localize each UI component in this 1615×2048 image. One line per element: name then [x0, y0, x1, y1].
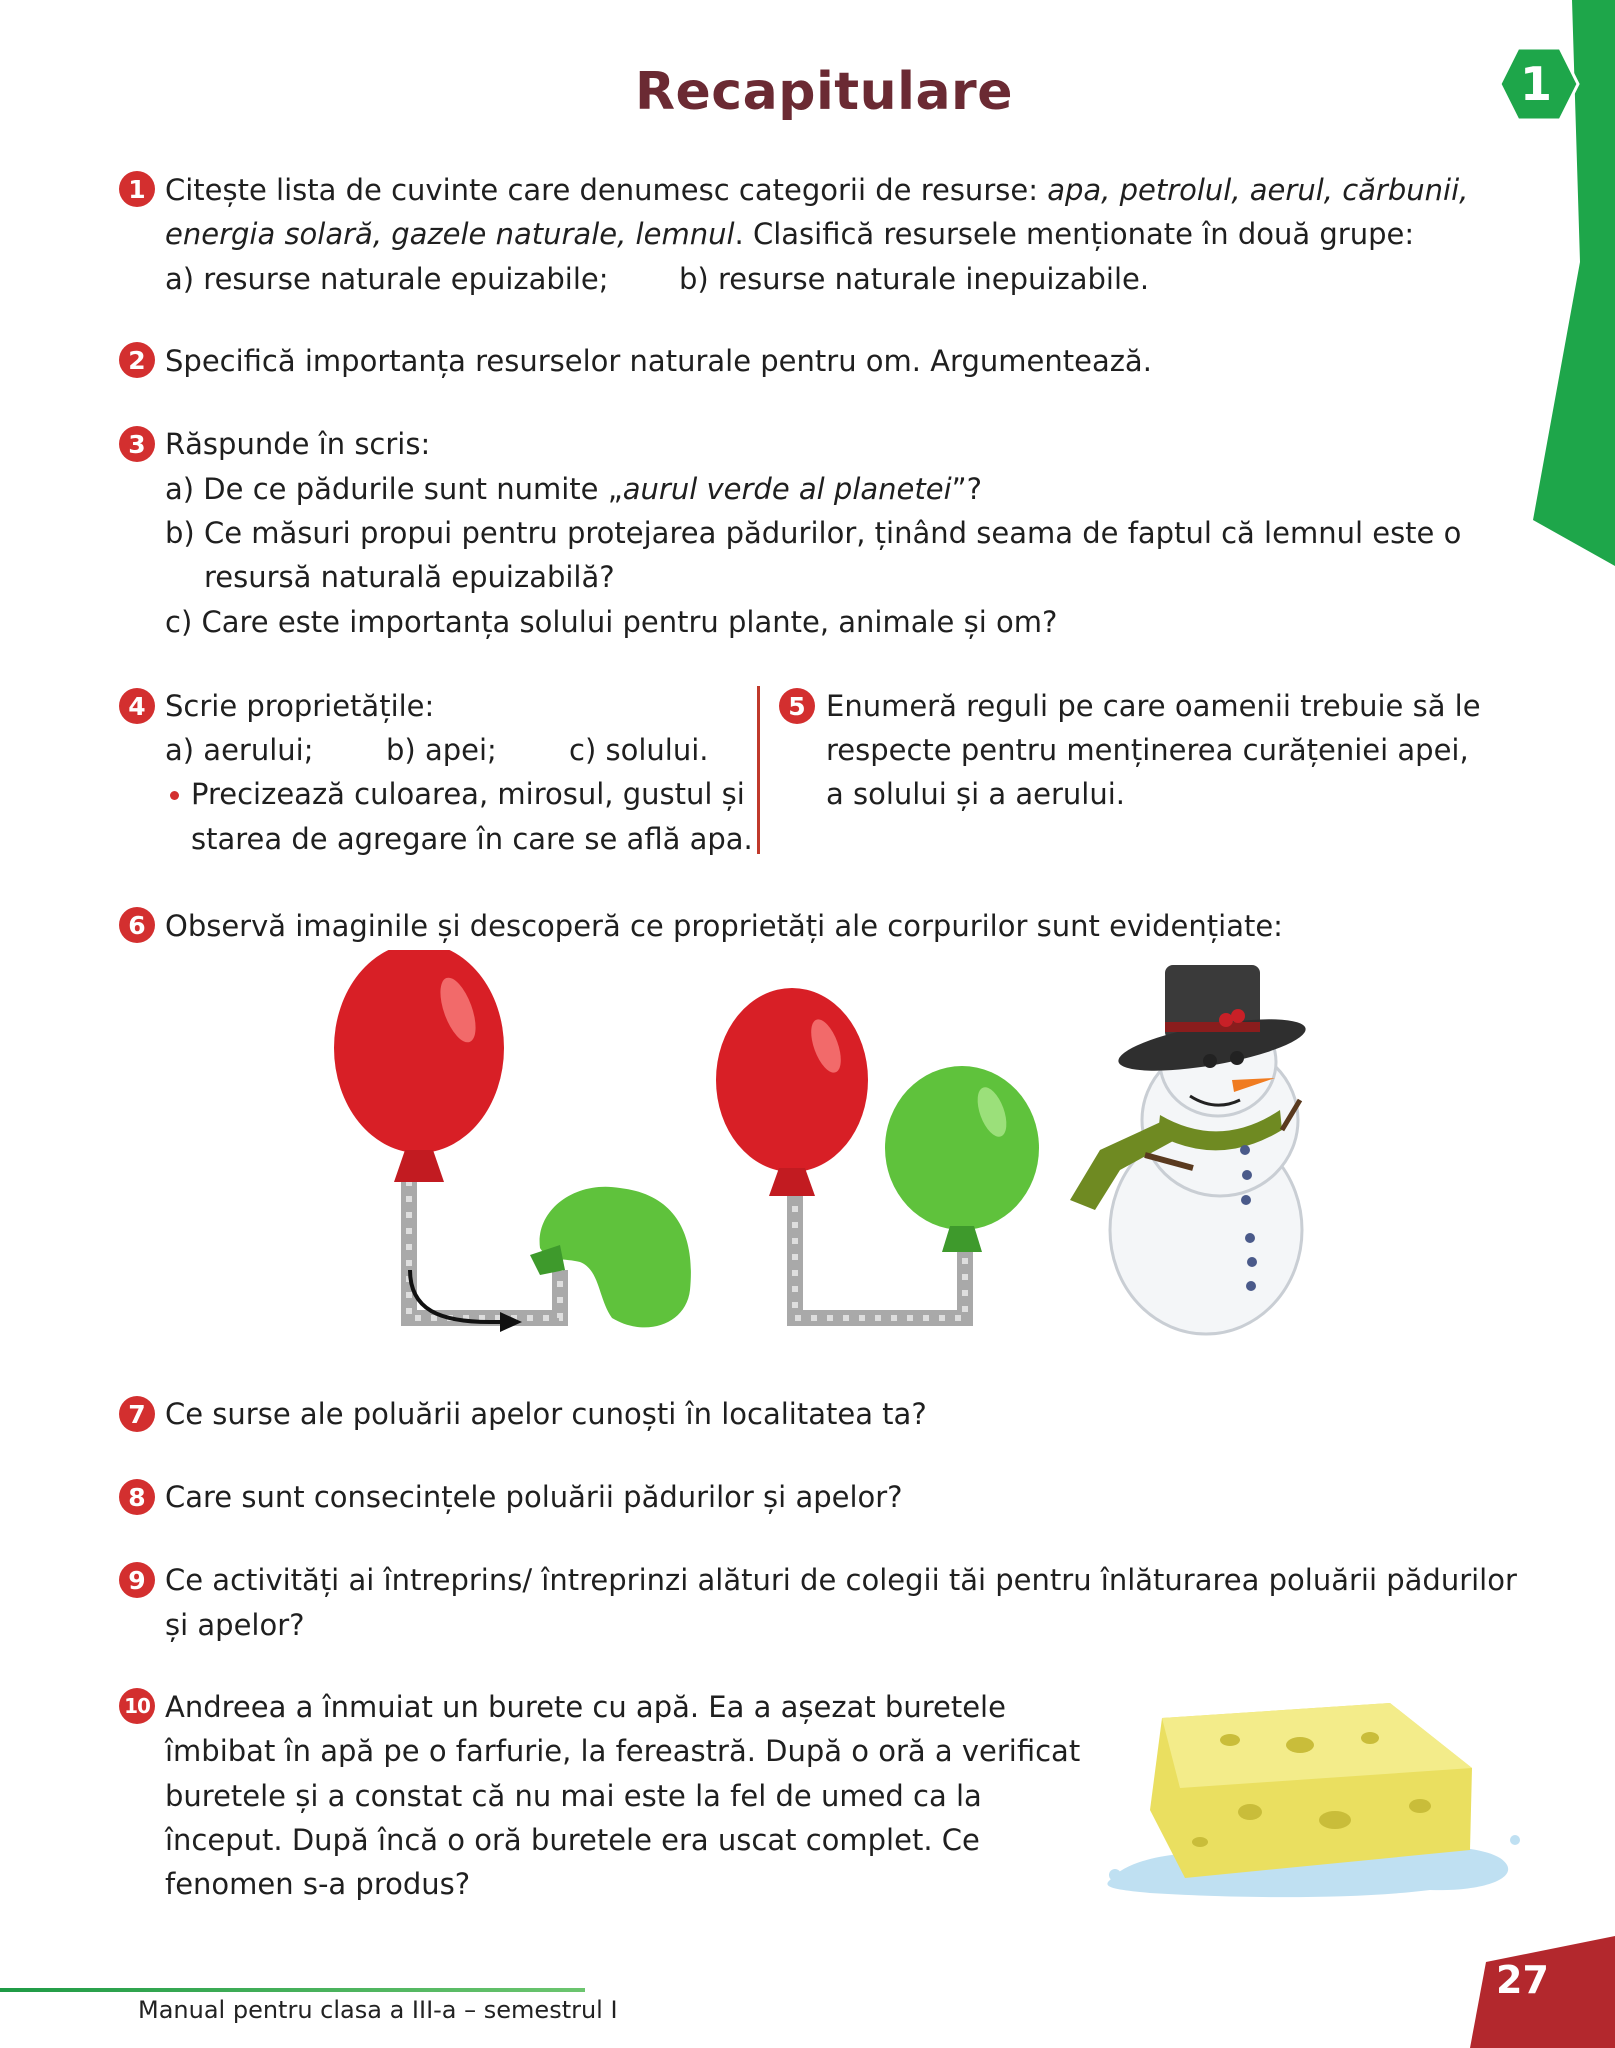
q3-text: Răspunde în scris: — [165, 427, 431, 461]
q2-text: Specifică importanța resurselor naturale pentru om. Argumentează. — [165, 344, 1152, 378]
q4-option-b: b) apei; — [386, 733, 497, 767]
footer-rule — [0, 1988, 585, 1992]
q3-option-b-line-1: b) Ce măsuri propui pentru protejarea pădurilor, ținând seama de faptul că lemnul este o — [165, 516, 1462, 550]
page-title: Recapitulare — [635, 62, 1013, 122]
inflated-green-balloon-icon — [885, 1066, 1039, 1252]
chapter-badge: 1 — [1519, 57, 1552, 111]
q4-bullet-line-2: starea de agregare în care se află apa. — [191, 822, 753, 856]
q8-text: Care sunt consecințele poluării pădurilor și apelor? — [165, 1480, 903, 1514]
q5-line-2: respecte pentru menținerea curățeniei apei, — [826, 733, 1469, 767]
page-number: 27 — [1496, 1958, 1549, 2002]
q3-option-a: a) De ce pădurile sunt numite „aurul verde al planetei”? — [165, 472, 983, 506]
q4-option-c: c) solului. — [569, 733, 709, 767]
q1-option-a: a) resurse naturale epuizabile; — [165, 262, 609, 296]
snowman-icon — [1070, 965, 1309, 1334]
q10-line-2: îmbibat în apă pe o farfurie, la fereastră. După o oră a verificat — [165, 1734, 1081, 1768]
red-balloon-icon — [334, 950, 504, 1182]
balloons-snowman-illustration — [320, 950, 1340, 1340]
question-number-5: 5 — [779, 688, 815, 724]
q10-line-3: buretele și a constat că nu mai este la fel de umed ca la — [165, 1779, 982, 1813]
question-number-1: 1 — [119, 171, 155, 207]
question-number-7: 7 — [119, 1396, 155, 1432]
question-number-9: 9 — [119, 1562, 155, 1598]
question-number-3: 3 — [119, 426, 155, 462]
question-number-4: 4 — [119, 688, 155, 724]
q5-line-1: Enumeră reguli pe care oamenii trebuie să le — [826, 689, 1481, 723]
q10-line-5: fenomen s-a produs? — [165, 1867, 471, 1901]
bullet-dot — [170, 791, 179, 800]
q1-line-1: Citește lista de cuvinte care denumesc categorii de resurse: apa, petrolul, aerul, cărbunii, — [165, 173, 1469, 207]
q5-line-3: a solului și a aerului. — [826, 777, 1125, 811]
footer-text: Manual pentru clasa a III-a – semestrul I — [138, 1996, 618, 2024]
q6-text: Observă imaginile și descoperă ce proprietăți ale corpurilor sunt evidențiate: — [165, 909, 1283, 943]
question-number-6: 6 — [119, 907, 155, 943]
question-number-8: 8 — [119, 1479, 155, 1515]
q4-bullet-line-1: Precizează culoarea, mirosul, gustul și — [191, 777, 745, 811]
q9-line-2: și apelor? — [165, 1608, 305, 1642]
red-balloon-2-icon — [716, 988, 868, 1196]
q4-text: Scrie proprietățile: — [165, 689, 435, 723]
q7-text: Ce surse ale poluării apelor cunoști în localitatea ta? — [165, 1397, 927, 1431]
q3-option-b-line-2: resursă naturală epuizabilă? — [204, 560, 615, 594]
column-divider — [757, 686, 760, 854]
q10-line-4: început. După încă o oră buretele era uscat complet. Ce — [165, 1823, 980, 1857]
wet-sponge-illustration — [1095, 1690, 1535, 1905]
q9-line-1: Ce activități ai întreprins/ întreprinzi alături de colegii tăi pentru înlăturarea poluării pădurilor — [165, 1563, 1517, 1597]
q3-option-c: c) Care este importanța solului pentru plante, animale și om? — [165, 605, 1058, 639]
q4-option-a: a) aerului; — [165, 733, 314, 767]
q1-option-b: b) resurse naturale inepuizabile. — [679, 262, 1150, 296]
tube-left-icon — [409, 1180, 560, 1318]
q1-line-2: energia solară, gazele naturale, lemnul. Clasifică resursele menționate în două grupe: — [165, 217, 1415, 251]
question-number-10: 10 — [119, 1688, 155, 1724]
question-number-2: 2 — [119, 342, 155, 378]
q10-line-1: Andreea a înmuiat un burete cu apă. Ea a așezat buretele — [165, 1690, 1006, 1724]
